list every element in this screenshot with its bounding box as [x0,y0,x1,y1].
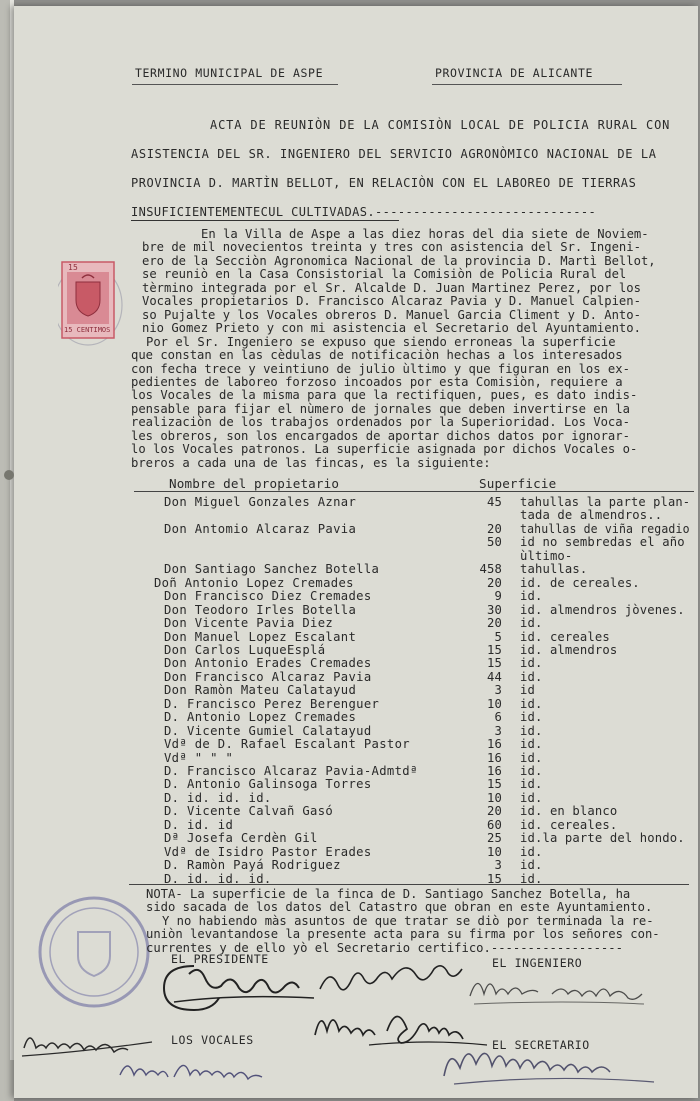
table-row-name: Don Teodoro Irles Botella [164,602,357,617]
body-line: les obreros, son los encargados de aportar dichos datos por ignorar- [131,428,630,443]
table-row-name: Don Francisco Diez Cremades [164,589,372,604]
table-row-amount: 60 [487,817,502,832]
fiscal-stamp [58,260,128,350]
body-line: so Pujalte y los Vocales obreros D. Manuel Garcia Climent y D. Anto- [142,307,641,322]
table-row-amount: 9 [494,589,502,604]
binding-hole [4,470,14,480]
table-row-amount: 20 [487,521,502,536]
closing-line: uniòn levantandose la presente acta para su firma por los señores con- [146,927,660,942]
table-row-name: Don Santiago Sanchez Botella [164,562,380,577]
label-engineer: EL INGENIERO [492,956,583,970]
title-line-1: ACTA DE REUNIÒN DE LA COMISIÒN LOCAL DE POLICIA RURAL CON [210,118,671,132]
table-row-desc: id. [520,656,543,671]
table-row-amount: 16 [487,737,502,752]
signature-galinsoga [114,1051,284,1091]
table-row-amount: 15 [487,656,502,671]
body-line: tèrmino integrada por el Sr. Alcalde D. Juan Martinez Perez, por los [142,280,641,295]
body-line: con fecha trece y veintiuno de julio ùltimo y que figuran en los ex- [131,361,630,376]
signature-gomez [314,961,484,1001]
label-president: EL PRESIDENTE [171,952,269,966]
table-row-name: D. Antonio Galinsoga Torres [164,777,372,792]
table-row-name: D. Vicente Calvañ Gasó [164,804,334,819]
stamp-label: 15 CENTIMOS [64,326,111,334]
table-row-desc: id. cereales [520,629,610,644]
body-line: realizaciòn de los trabajos ordenados por la Superioridad. Los Voca- [131,415,630,430]
table-row-amount: 10 [487,696,502,711]
official-seal [34,892,154,1012]
table-row-desc: id. [520,871,543,886]
closing-line: sido sacada de los datos del Catastro que obran en este Ayuntamiento. [146,900,653,915]
table-row-amount: 30 [487,602,502,617]
table-row-desc: id. [520,669,543,684]
closing-line: currentes y de ello yò el Secretario certifico.------------------ [146,940,623,955]
table-row-name: Don Manuel Lopez Escalant [164,629,357,644]
table-row-amount: 10 [487,790,502,805]
label-secretary: EL SECRETARIO [492,1038,590,1052]
table-header-name: Nombre del propietario [169,476,340,491]
table-row-name: Vdª de Isidro Pastor Erades [164,844,372,859]
table-row-desc: tahullas la parte plan- [520,495,691,509]
closing-line: NOTA- La superficie de la finca de D. Santiago Sanchez Botella, ha [146,887,631,901]
table-row-name: Doñ Antonio Lopez Cremades [154,575,354,590]
table-header-rule [134,491,694,492]
table-row-desc: ùltimo- [520,548,573,563]
body-line: lo los Vocales patronos. La superficie asignada por dichos Vocales o- [131,442,638,457]
table-row-amount: 16 [487,750,502,765]
table-row-desc: id. [520,844,543,859]
table-row-amount: 44 [487,669,502,684]
header-underline-left [132,84,338,85]
table-row-amount: 6 [494,710,502,725]
body-line: pedientes de laboreo forzoso incoados por esta Comisiòn, requiere a [131,374,623,389]
table-row-desc: id. en blanco [520,804,618,819]
table-row-desc: id. [520,710,543,725]
label-members: LOS VOCALES [171,1033,254,1047]
table-row-desc: id [520,683,535,698]
table-row-desc: id. [520,790,543,805]
body-line: Por el Sr. Ingeniero se expuso que siendo erroneas la superficie [146,334,616,349]
table-row-desc: id. almendros [520,642,618,657]
table-row-desc: tada de almendros.. [520,508,663,523]
table-row-desc: id. [520,696,543,711]
table-row-desc: id. [520,777,543,792]
table-row-name: Don Carlos LuqueEsplá [164,642,326,657]
title-line-2: ASISTENCIA DEL SR. INGENIERO DEL SERVICIO AGRONÒMICO NACIONAL DE LA [131,147,657,161]
table-row-desc: id. [520,750,543,765]
table-row-amount: 20 [487,616,502,631]
table-row-name: D. Francisco Perez Berenguer [164,696,380,711]
municipality-header: TERMINO MUNICIPAL DE ASPE [135,66,324,80]
title-line-3: PROVINCIA D. MARTÌN BELLOT, EN RELACIÒN CON EL LABOREO DE TIERRAS [131,176,637,190]
table-row-name: D. id. id [164,817,234,832]
table-row-amount: 3 [494,723,502,738]
table-row-desc: id. [520,589,543,604]
table-row-name: D. Vicente Gumiel Calatayud [164,723,372,738]
table-row-desc: id. cereales. [520,817,618,832]
table-row-name: Don Miguel Gonzales Aznar [164,495,357,509]
table-row-desc: id. [520,764,543,778]
table-row-desc: id. almendros jòvenes. [520,602,685,617]
document-page [14,6,698,1098]
table-row-name: Don Vicente Pavia Diez [164,616,334,631]
body-line: ero de la Secciòn Agronomica Nacional de la provincia D. Martì Bellot, [142,253,656,268]
body-line: breros a cada una de las fincas, es la siguiente: [131,455,491,470]
table-row-desc: id. [520,616,543,631]
body-line: se reuniò en la Casa Consistorial la Comisiòn de Policia Rural del [142,267,627,282]
table-row-name: D. Francisco Alcaraz Pavia-Admtdª [164,764,418,778]
table-row-amount: 15 [487,871,502,886]
table-row-amount: 458 [479,562,502,577]
table-row-name: Don Antonio Erades Cremades [164,656,372,671]
table-row-name: Don Francisco Alcaraz Pavia [164,669,372,684]
table-row-desc: id. [520,737,543,752]
signature-president [154,956,324,1016]
table-row-name: D. id. id. id. [164,871,272,886]
stamp-value: 15 [68,263,78,272]
body-line: nio Gomez Prieto y con mi asistencia el Secretario del Ayuntamiento. [142,321,641,336]
table-header-area: Superficie [479,476,557,491]
header-underline-right [432,84,622,85]
table-row-desc: id. de cereales. [520,575,640,590]
table-row-name: Don Antomio Alcaraz Pavia [164,521,357,536]
table-row-amount: 25 [487,831,502,846]
table-row-amount: 3 [494,683,502,698]
table-row-amount: 3 [494,858,502,873]
table-row-name: D. Antonio Lopez Cremades [164,710,357,725]
table-row-amount: 5 [494,629,502,644]
table-row-amount: 50 [487,535,502,550]
body-line: Vocales propietarios D. Francisco Alcaraz Pavia y D. Manuel Calpien- [142,294,641,309]
body-line: que constan en las cèdulas de notificaciòn hechas a los interesados [131,348,623,363]
table-row-amount: 15 [487,642,502,657]
table-row-amount: 20 [487,804,502,819]
table-row-name: Vdª " " " [164,750,234,765]
signature-secretary [434,1036,664,1092]
table-row-desc: id. [520,723,543,738]
table-row-amount: 16 [487,764,502,778]
table-row-name: Don Ramòn Mateu Calatayud [164,683,357,698]
stamp-image [58,260,128,350]
table-row-name: D. Ramòn Payá Rodriguez [164,858,341,873]
province-header: PROVINCIA DE ALICANTE [435,66,593,80]
table-row-name: Dª Josefa Cerdèn Gil [164,831,318,846]
body-line: los Vocales de la misma para que la rectifiquen, pues, es dato indis- [131,388,638,403]
body-line: bre de mil novecientos treinta y tres con asistencia del Sr. Ingeni- [142,240,641,255]
closing-line: Y no habiendo màs asuntos de que tratar se diò por terminada la re- [162,913,654,928]
table-row-desc: tahullas de viña regadio [520,521,690,536]
table-row-desc: id no sembredas el año [520,535,685,550]
table-row-name: D. id. id. id. [164,790,272,805]
title-line-4: INSUFICIENTEMENTECUL CULTIVADAS.----------------------------- [131,205,597,219]
title-underline [131,220,399,221]
table-row-amount: 15 [487,777,502,792]
body-line: pensable para fijar el nùmero de jornales que deben invertirse en la [131,401,630,416]
seal-image [34,892,154,1012]
table-row-name: Vdª de D. Rafael Escalant Pastor [164,737,410,752]
table-row-amount: 20 [487,575,502,590]
table-row-amount: 10 [487,844,502,859]
table-row-desc: tahullas. [520,562,588,577]
table-row-amount: 45 [487,495,502,509]
table-row-desc: id. [520,858,543,873]
body-line: En la Villa de Aspe a las diez horas del dia siete de Noviem- [201,227,649,241]
table-row-desc: id.la parte del hondo. [520,831,685,846]
